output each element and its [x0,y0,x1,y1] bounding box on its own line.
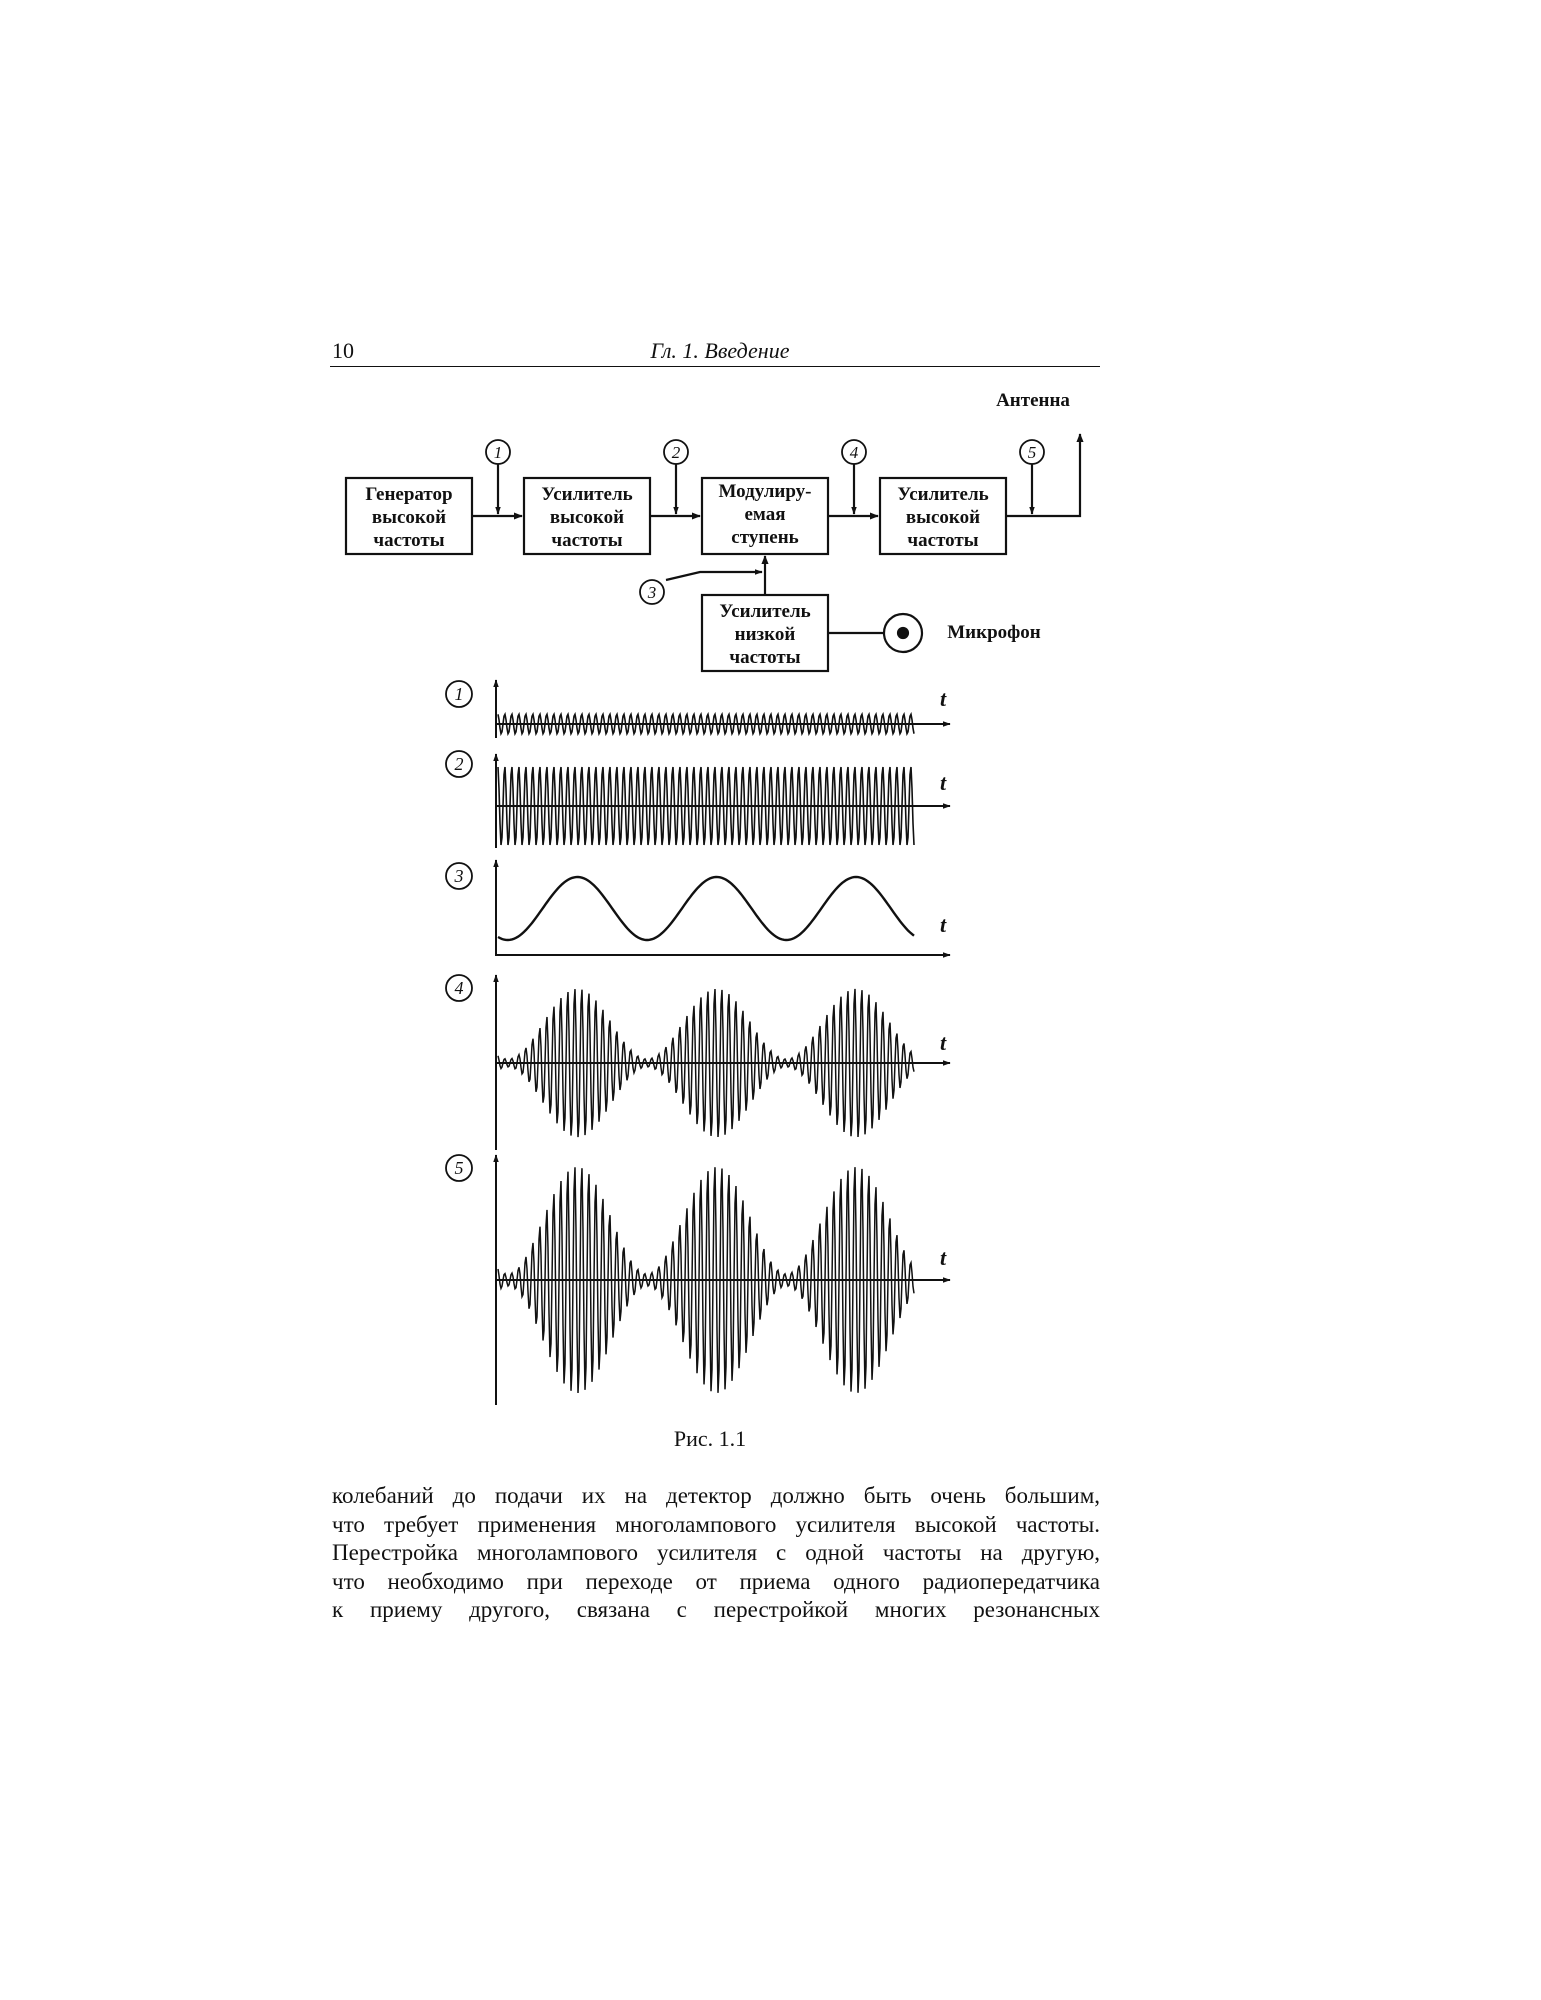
figure-caption: Рис. 1.1 [673,1426,747,1451]
marker-4: 4 [849,443,859,462]
amp2-line-1: Усилитель [897,484,989,505]
amp2-line-2: высокой [905,507,981,528]
generator-line-2: высокой [371,507,447,528]
running-head: Гл. 1. Введение [650,338,790,363]
time-axis-label: t [940,1030,947,1055]
plot-marker: 3 [454,866,464,886]
body-paragraph [332,1482,1100,1625]
body-line: что необходимо при переходе от приема одного радиопередатчика [332,1568,1100,1594]
amp1-line-1: Усилитель [541,484,633,505]
modulated-line-2: емая [744,504,786,525]
time-axis-label: t [940,912,947,937]
lf-amp-line-2: низкой [734,624,796,645]
generator-line-3: частоты [373,530,445,551]
plot-marker: 4 [454,978,464,998]
time-axis-label: t [940,1245,947,1270]
waveform-3 [498,877,914,940]
plot-marker: 5 [454,1158,464,1178]
time-axis-label: t [940,770,947,795]
antenna-label: Антенна [996,390,1070,411]
microphone-label: Микрофон [947,622,1041,643]
microphone-dot [898,628,908,638]
plot-marker: 1 [454,684,464,704]
marker-3: 3 [647,583,657,602]
waveform-plots [446,680,950,1405]
body-line: что требует применения многолампового усилителя высокой частоты. [332,1511,1100,1537]
marker-5: 5 [1027,443,1037,462]
body-line: Перестройка многолампового усилителя с одной частоты на другую, [332,1540,1100,1565]
body-line: к приему другого, связана с перестройкой многих резонансных [332,1597,1100,1622]
amp2-line-3: частоты [907,530,979,551]
marker-2: 2 [671,443,681,462]
amp1-line-3: частоты [551,530,623,551]
amp1-line-2: высокой [549,507,625,528]
time-axis-label: t [940,686,947,711]
marker-1: 1 [493,443,503,462]
modulated-line-1: Модулиру- [718,481,812,502]
lf-amp-line-3: частоты [729,647,801,668]
plot-marker: 2 [454,754,464,774]
probe-arrow-3 [666,572,762,580]
body-line: колебаний до подачи их на детектор должно быть очень большим, [332,1483,1100,1508]
modulated-line-3: ступень [731,527,799,548]
page-number: 10 [332,338,354,363]
lf-amp-line-1: Усилитель [719,601,811,622]
generator-line-1: Генератор [365,484,453,505]
